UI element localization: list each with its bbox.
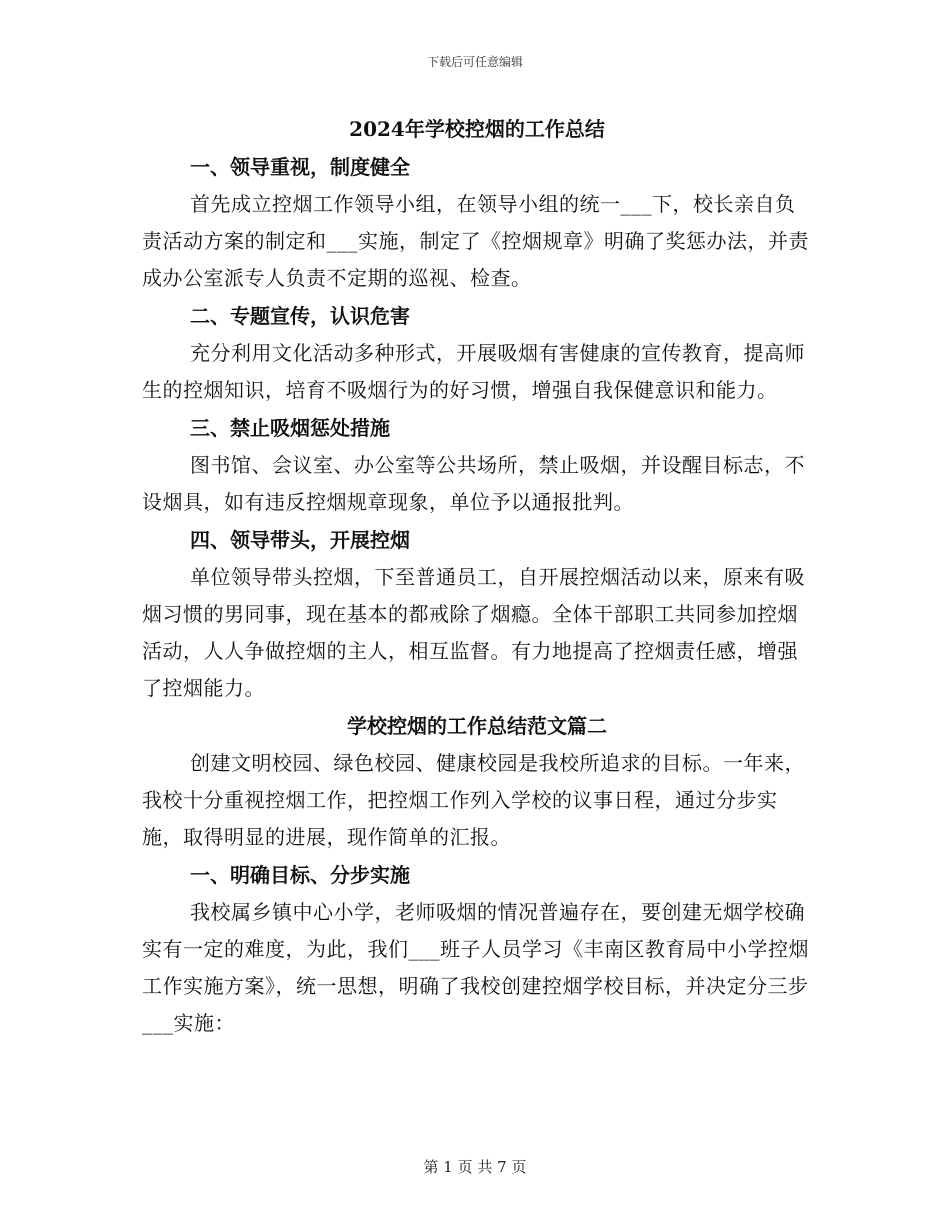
part2-paragraph-1: 我校属乡镇中心小学，老师吸烟的情况普遍存在，要创建无烟学校确实有一定的难度，为此，我们___班子人员学习《丰南区教育局中小学控烟工作实施方案》，统一思想，明确了我校创建控烟学校目标，并决定分三步___实施： xyxy=(142,900,809,1035)
header-note: 下载后可任意编辑 xyxy=(426,55,523,69)
section-heading-2: 二、专题宣传，认识危害 xyxy=(190,304,410,328)
section-paragraph-2: 充分利用文化活动多种形式，开展吸烟有害健康的宣传教育，提高师生的控烟知识，培育不吸烟行为的好习惯，增强自我保健意识和能力。 xyxy=(142,341,805,402)
part2-heading-1: 一、明确目标、分步实施 xyxy=(190,863,410,887)
section-paragraph-3: 图书馆、会议室、办公室等公共场所，禁止吸烟，并设醒目标志，不设烟具，如有违反控烟规章现象，单位予以通报批判。 xyxy=(142,453,805,514)
document-title: 2024年学校控烟的工作总结 xyxy=(349,117,605,141)
section-paragraph-1: 首先成立控烟工作领导小组，在领导小组的统一___下，校长亲自负责活动方案的制定和___实施，制定了《控烟规章》明确了奖惩办法，并责成办公室派专人负责不定期的巡视、检查。 xyxy=(142,192,809,290)
section-paragraph-4: 单位领导带头控烟，下至普通员工，自开展控烟活动以来，原来有吸烟习惯的男同事，现在基本的都戒除了烟瘾。全体干部职工共同参加控烟活动，人人争做控烟的主人，相互监督。有力地提高了控烟责任感，增强了控烟能力。 xyxy=(142,565,805,700)
section-heading-4: 四、领导带头，开展控烟 xyxy=(190,528,410,552)
page-footer: 第 1 页 共 7 页 xyxy=(423,1158,527,1176)
document-body xyxy=(142,112,812,1042)
section-heading-3: 三、禁止吸烟惩处措施 xyxy=(190,416,390,440)
part2-intro-paragraph: 创建文明校园、绿色校园、健康校园是我校所追求的目标。一年来，我校十分重视控烟工作，把控烟工作列入学校的议事日程，通过分步实施，取得明显的进展，现作简单的汇报。 xyxy=(142,751,805,849)
section-heading-1: 一、领导重视，制度健全 xyxy=(190,155,410,179)
part2-title: 学校控烟的工作总结范文篇二 xyxy=(347,714,607,738)
